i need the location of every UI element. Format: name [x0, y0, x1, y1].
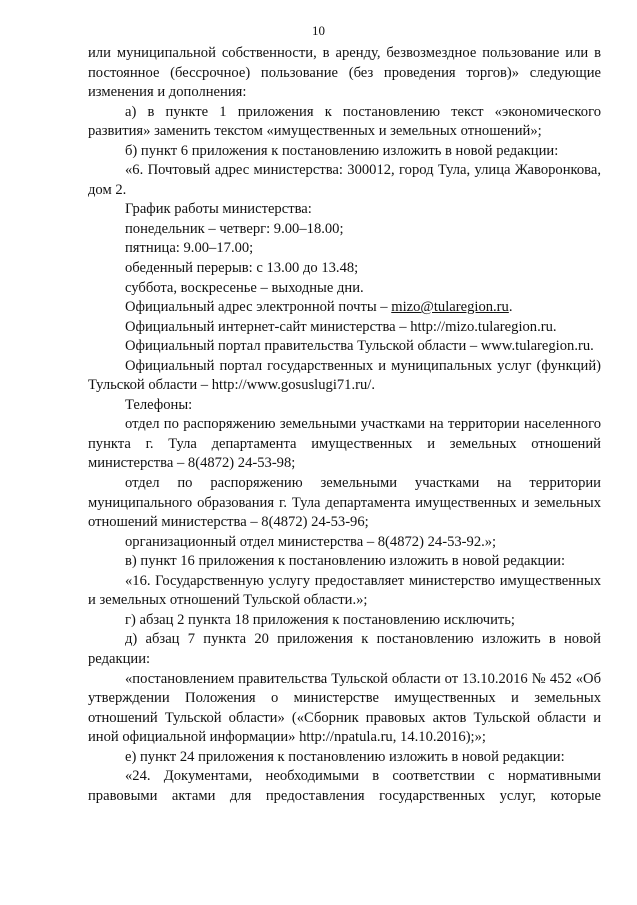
paragraph-phone-dept-municipal: отдел по распоряжению земельными участками на территории муниципального образования г. Тула департамента имущественных и земельных отношений министерства – 8(4872) 24-53-96; — [88, 475, 601, 531]
paragraph-resolution-quote: «постановлением правительства Тульской области от 13.10.2016 № 452 «Об утверждении Положения о министерстве имущественных и земельных отношений Тульской области» («Сборник правовых актов Тульской области и иной официальной информации» http://npatula.ru, 14.10.2016);»; — [88, 670, 601, 746]
paragraph-item-b: б) пункт 6 приложения к постановлению изложить в новой редакции: — [125, 142, 559, 159]
paragraph-item-g: г) абзац 2 пункта 18 приложения к постановлению исключить; — [125, 611, 515, 628]
email-label: Официальный адрес электронной почты – — [125, 299, 392, 316]
page-number: 10 — [312, 23, 325, 38]
paragraph-item-d: д) абзац 7 пункта 20 приложения к постановлению изложить в новой редакции: — [88, 631, 601, 667]
paragraph-schedule-fri: пятница: 9.00–17.00; — [125, 240, 254, 257]
paragraph-item-16: «16. Государственную услугу предоставляет министерство имущественных и земельных отношений Тульской области.»; — [88, 572, 601, 609]
document-body — [88, 44, 601, 806]
paragraph-schedule-mon-thu: понедельник – четверг: 9.00–18.00; — [125, 220, 344, 237]
paragraph-phone-dept-city: отдел по распоряжению земельными участками на территории населенного пункта г. Тула департамента имущественных и земельных отношений министерства – 8(4872) 24-53-98; — [88, 416, 601, 472]
paragraph-item-24: «24. Документами, необходимыми в соответствии с нормативными правовыми актами для предоставления государственных услуг, которые — [88, 768, 601, 804]
paragraph-services-portal: Официальный портал государственных и муниципальных услуг (функций) Тульской области – http://www.gosuslugi71.ru/. — [88, 357, 601, 394]
paragraph-government-portal: Официальный портал правительства Тульской области – www.tularegion.ru. — [125, 338, 594, 355]
paragraph-schedule-lunch: обеденный перерыв: с 13.00 до 13.48; — [125, 260, 359, 277]
paragraph-email — [88, 298, 601, 318]
paragraph-item-a: а) в пункте 1 приложения к постановлению текст «экономического развития» заменить текстом «имущественных и земельных отношений»; — [88, 103, 601, 140]
email-link[interactable]: mizo@tularegion.ru — [391, 299, 509, 316]
paragraph-schedule-title: График работы министерства: — [125, 201, 312, 218]
paragraph-item-v: в) пункт 16 приложения к постановлению изложить в новой редакции: — [125, 553, 566, 570]
paragraph-phone-org-dept: организационный отдел министерства – 8(4872) 24-53-92.»; — [125, 533, 497, 550]
paragraph-website: Официальный интернет-сайт министерства – http://mizo.tularegion.ru. — [125, 318, 557, 335]
paragraph-continuation: или муниципальной собственности, в аренду, безвозмездное пользование или в постоянное (бессрочное) пользование (без проведения торгов)» следующие изменения и дополнения: — [88, 45, 601, 101]
paragraph-schedule-weekend: суббота, воскресенье – выходные дни. — [125, 279, 364, 296]
email-period: . — [508, 299, 513, 316]
paragraph-item-e: е) пункт 24 приложения к постановлению изложить в новой редакции: — [125, 748, 565, 765]
paragraph-phones-title: Телефоны: — [125, 396, 193, 413]
paragraph-postal-address: «6. Почтовый адрес министерства: 300012, город Тула, улица Жаворонкова, дом 2. — [88, 162, 601, 198]
